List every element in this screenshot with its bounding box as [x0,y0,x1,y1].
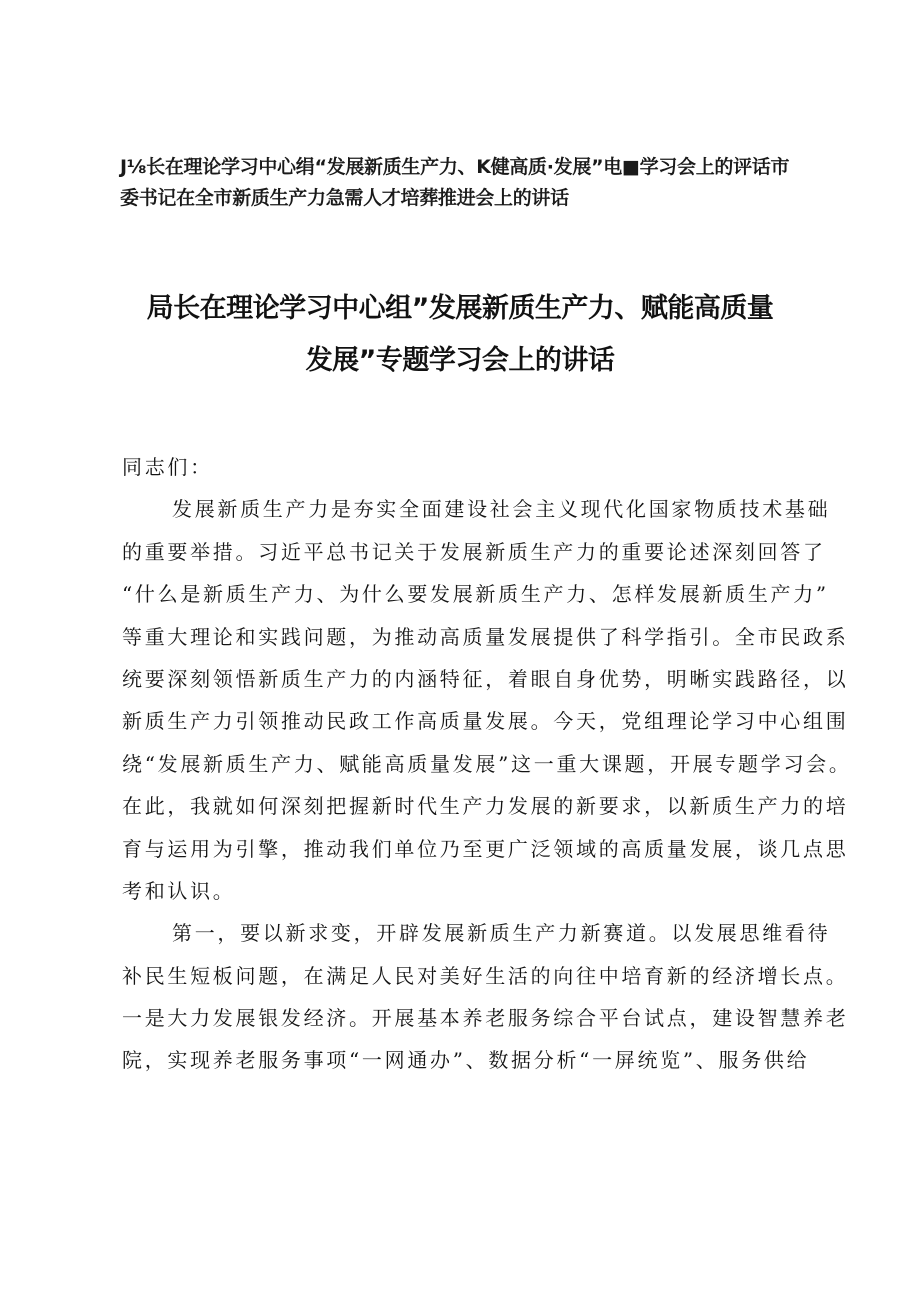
salutation: 同志们： [122,455,213,479]
paragraph-line: 考和认识。 [122,878,236,903]
paragraph-line: 在此，我就如何深刻把握新时代生产力发展的新要求，以新质生产力的培 [122,794,849,819]
garbled-header [120,152,820,214]
paragraph-line: 绕“发展新质生产力、赋能高质量发展”这一重大课题，开展专题学习会。 [122,751,852,776]
paragraph-line: 一是大力发展银发经济。开展基本养老服务综合平台试点，建设智慧养老 [122,1006,849,1031]
paragraph-line: “什么是新质生产力、为什么要发展新质生产力、怎样发展新质生产力” [122,582,829,607]
paragraph-line: 育与运用为引擎，推动我们单位乃至更广泛领域的高质量发展，谈几点思 [122,836,849,861]
header-line-1: J⅛长在理论学习中心绢“发展新质生产力、K健高质·发展”电■学习会上的评话市 [120,156,790,178]
paragraph-line: 的重要举措。习近平总书记关于发展新质生产力的重要论述深刻回答了 [122,539,826,564]
title-line-2: 发展”专题学习会上的讲话 [305,345,615,376]
paragraph-line: 发展新质生产力是夯实全面建设社会主义现代化国家物质技术基础 [172,497,831,522]
document-title [100,283,820,387]
document-body [122,446,852,1082]
title-line-1: 局长在理论学习中心组”发展新质生产力、赋能高质量 [146,293,774,324]
paragraph-line: 补民生短板问题，在满足人民对美好生活的向往中培育新的经济增长点。 [122,963,849,988]
paragraph-line: 统要深刻领悟新质生产力的内涵特征，着眼自身优势，明晰实践路径，以 [122,666,849,691]
paragraph-line: 新质生产力引领推动民政工作高质量发展。今天，党组理论学习中心组围 [122,709,849,734]
paragraph-line: 第一，要以新求变，开辟发展新质生产力新赛道。以发展思维看待 [172,921,831,946]
header-line-2: 委书记在全市新质生产力急需人才培葬推进会上的讲话 [120,187,569,209]
paragraph-line: 等重大理论和实践问题，为推动高质量发展提供了科学指引。全市民政系 [122,624,849,649]
paragraph-line: 院，实现养老服务事项“一网通办”、数据分析“一屏统览”、服务供给 [122,1048,810,1073]
